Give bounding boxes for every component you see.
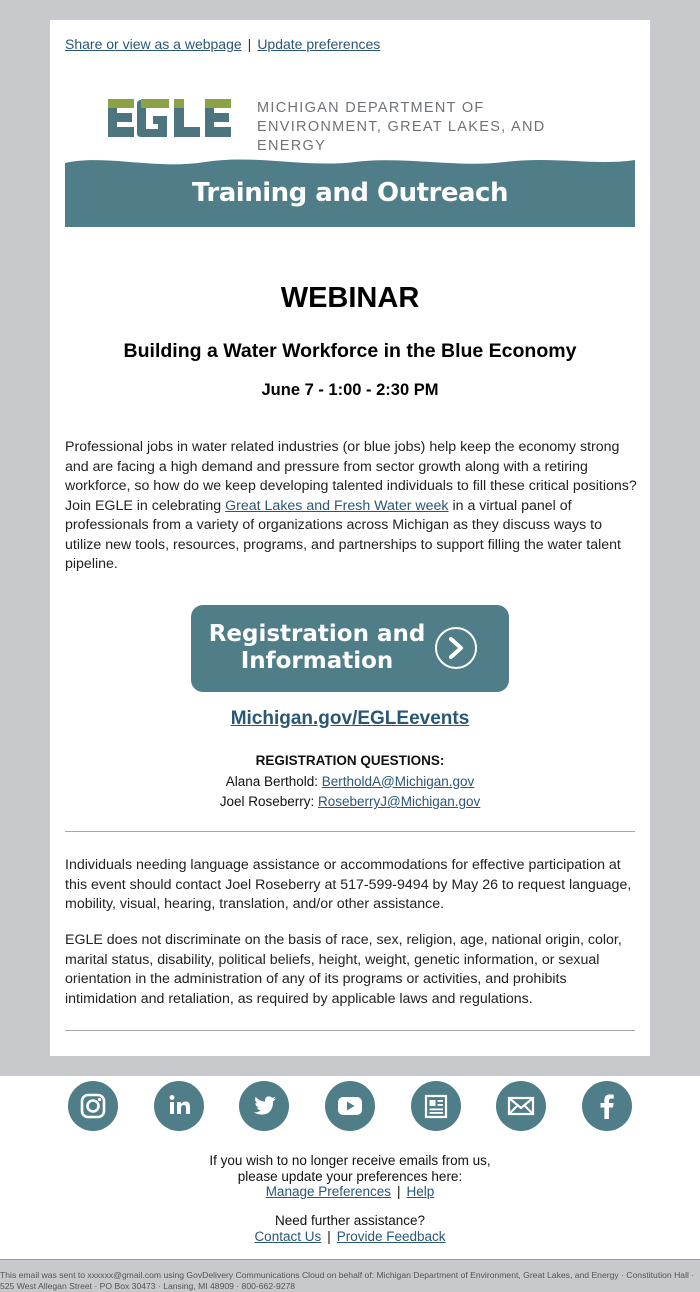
provide-feedback-link[interactable]: Provide Feedback <box>336 1228 446 1244</box>
banner-title: Training and Outreach <box>192 178 508 208</box>
linkedin-icon[interactable] <box>154 1081 204 1131</box>
fresh-water-week-link[interactable]: Great Lakes and Fresh Water week <box>225 497 449 514</box>
nondiscrimination-paragraph: EGLE does not discriminate on the basis of race, sex, religion, age, national origin, color, marital status, disability, political beliefs, height, weight, genetic information, or sexual orientation in the administration of any of its programs or activities, and prohibits intimidation and retaliation, as required by applicable laws and regulations. <box>65 932 622 1007</box>
contact-us-link[interactable]: Contact Us <box>254 1228 322 1244</box>
top-links <box>65 36 380 52</box>
agency-name-line1: MICHIGAN DEPARTMENT OF <box>257 100 485 116</box>
agency-name-line2: ENVIRONMENT, GREAT LAKES, AND ENERGY <box>257 119 546 154</box>
unsubscribe-block <box>0 1153 700 1200</box>
email-icon[interactable] <box>496 1081 546 1131</box>
assistance-block <box>0 1213 700 1244</box>
preference-links <box>0 1184 700 1200</box>
intro-paragraph <box>65 438 637 575</box>
intro-text-end: in a virtual panel of professionals from a variety of organizations across Michigan as they discuss ways to utilize new tools, resources, programs, and partnerships to support filling the water talent pipeline. <box>65 497 621 572</box>
contact-email-link[interactable]: BertholdA@Michigan.gov <box>321 773 475 789</box>
event-type-heading: WEBINAR <box>280 282 420 314</box>
assistance-links <box>0 1229 700 1245</box>
egle-logo-mark <box>107 98 241 138</box>
event-title: Building a Water Workforce in the Blue Economy <box>123 340 577 362</box>
divider <box>65 831 635 832</box>
contact-email-link[interactable]: RoseberryJ@Michigan.gov <box>318 794 481 809</box>
training-outreach-banner <box>65 156 635 227</box>
egle-events-link[interactable]: Michigan.gov/EGLEevents <box>230 708 470 729</box>
email-card <box>50 20 650 1056</box>
unsubscribe-line2: please update your preferences here: <box>237 1168 463 1184</box>
registration-button-label <box>207 621 427 675</box>
contact-name: Joel Roseberry: <box>219 794 318 809</box>
registration-questions-heading: REGISTRATION QUESTIONS: <box>255 753 445 768</box>
intro-text-start: Professional jobs in water related industries (or blue jobs) help keep the economy strong and are facing a high demand and pressure from sector growth along with a retiring workforce, so how do we keep developing talented individuals to fill these critical positions? Join EGLE in celebrating <box>65 439 637 514</box>
footer-separator: | <box>397 1184 401 1199</box>
divider <box>65 1030 635 1031</box>
help-link[interactable]: Help <box>406 1184 435 1199</box>
instagram-icon[interactable] <box>68 1081 118 1131</box>
footer-separator: | <box>327 1228 331 1244</box>
event-datetime: June 7 - 1:00 - 2:30 PM <box>261 381 439 399</box>
contact-name: Alana Berthold: <box>225 773 322 789</box>
footer <box>0 1076 700 1259</box>
share-webpage-link[interactable]: Share or view as a webpage <box>65 36 242 52</box>
registration-questions <box>50 751 650 813</box>
top-links-separator: | <box>247 36 252 52</box>
news-icon[interactable] <box>411 1081 461 1131</box>
registration-button-line2: Information <box>240 648 394 674</box>
agency-name <box>257 99 617 156</box>
legal-notice: This email was sent to xxxxxx@gmail.com using GovDelivery Communications Cloud on behalf of: Michigan Department of Environment, Great Lakes, and Energy · Constitution Hall · 525 West Allegan Street · PO Box 30473 · Lansing, MI 48909 · 800-662-9278 <box>0 1270 695 1291</box>
registration-button[interactable] <box>191 605 509 692</box>
registration-button-line1: Registration and <box>208 621 426 647</box>
events-site-link-wrap <box>50 708 650 730</box>
contact-row <box>50 792 650 813</box>
arrow-right-circle-icon <box>435 627 477 669</box>
contact-row <box>50 772 650 793</box>
youtube-icon[interactable] <box>325 1081 375 1131</box>
footer-divider <box>0 1259 700 1260</box>
accommodations-paragraph: Individuals needing language assistance or accommodations for effective participation at this event should contact Joel Roseberry at 517-599-9494 by May 26 to request language, mobility, visual, hearing, translation, and/or other assistance. <box>65 857 632 912</box>
unsubscribe-line1: If you wish to no longer receive emails from us, <box>209 1153 491 1168</box>
facebook-icon[interactable] <box>582 1081 632 1131</box>
manage-preferences-link[interactable]: Manage Preferences <box>265 1184 392 1199</box>
update-preferences-link[interactable]: Update preferences <box>257 36 381 52</box>
assistance-text: Need further assistance? <box>274 1213 426 1228</box>
twitter-icon[interactable] <box>239 1081 289 1131</box>
